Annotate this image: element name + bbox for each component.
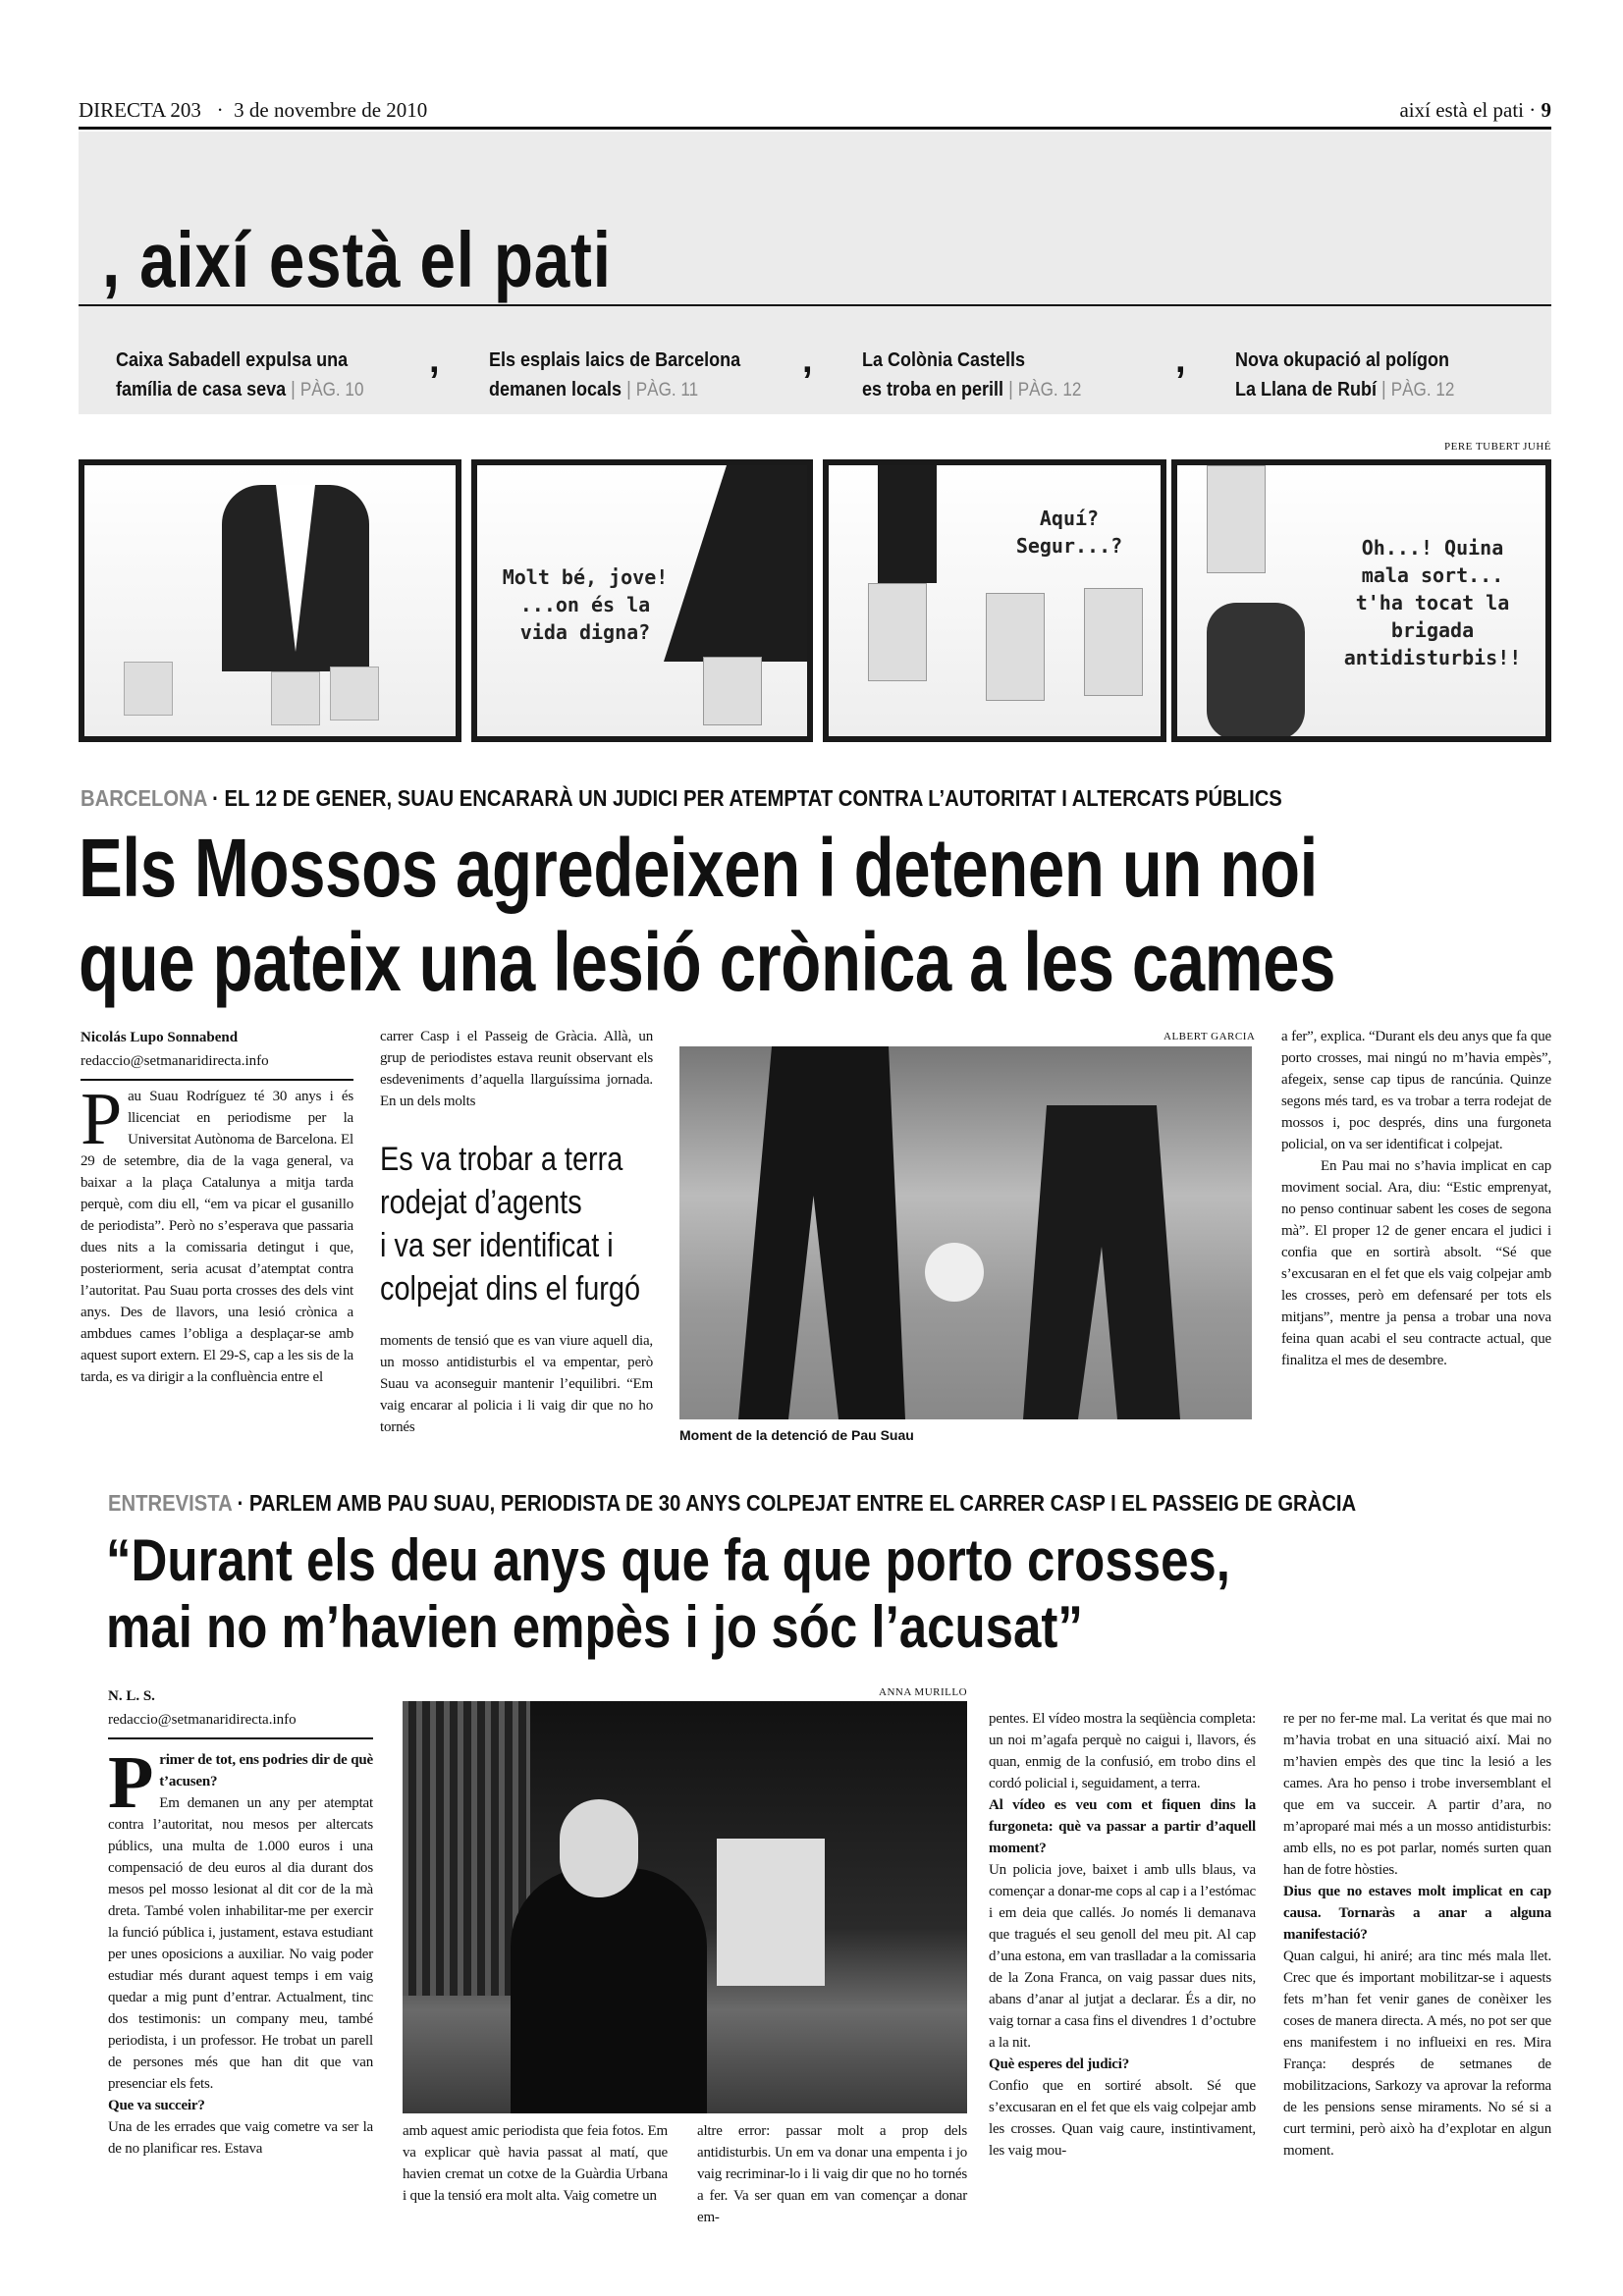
headline-line: que pateix una lesió crònica a les cames <box>79 916 1336 1008</box>
police-officer <box>1023 1105 1180 1419</box>
face <box>560 1799 638 1897</box>
teaser-page: PÀG. 12 <box>1017 380 1082 400</box>
teaser-3[interactable]: La Colònia Castells es troba en perill | PÀG. 12 <box>862 346 1127 405</box>
author-email[interactable]: redaccio@setmanaridirecta.info <box>81 1053 269 1069</box>
cup-icon <box>1207 465 1266 573</box>
divider <box>79 304 1551 306</box>
photo-caption: Moment de la detenció de Pau Suau <box>679 1427 914 1443</box>
cup-icon <box>986 593 1045 701</box>
teaser-line: es troba en perill <box>862 379 1004 400</box>
teaser-line: família de casa seva <box>116 379 287 400</box>
page-header <box>79 98 1551 130</box>
article-kicker: BARCELONA · EL 12 DE GENER, SUAU ENCARARÀ UN JUDICI PER ATEMPTAT CONTRA L’AUTORITAT I ALTERCATS PÚBLICS <box>81 785 1282 811</box>
comic-credit: PERE TUBERT JUHÉ <box>1444 441 1551 453</box>
teaser-line: La Colònia Castells <box>862 349 1026 371</box>
article-column: altre error: passar molt a prop dels antidisturbis. Un em va donar una empenta i jo vaig recriminar-lo i li vaig dir que no ho tornés a fer. Va ser quan em van començar a donar em- <box>697 2123 967 2225</box>
section-title: , així està el pati <box>102 216 612 303</box>
riot-police-figure <box>1207 603 1305 740</box>
author-email[interactable]: redaccio@setmanaridirecta.info <box>108 1712 297 1728</box>
article-kicker: ENTREVISTA · PARLEM AMB PAU SUAU, PERIODISTA DE 30 ANYS COLPEJAT ENTRE EL CARRER CASP I EL PASSEIG DE GRÀCIA <box>108 1490 1357 1516</box>
teaser-line: Caixa Sabadell expulsa una <box>116 349 349 371</box>
cup-icon <box>330 667 379 721</box>
article-column: amb aquest amic periodista que feia fotos. Em va explicar què havia passat al matí, que havien cremat un cotxe de la Guàrdia Urbana i que la tensió era molt alta. Vaig cometre un <box>403 2123 668 2204</box>
cup-icon <box>271 671 320 725</box>
arrest-photo <box>679 1046 1252 1419</box>
interviewee <box>511 1868 707 2113</box>
cup-icon <box>124 662 173 716</box>
comma-separator: , <box>429 340 440 381</box>
speech-bubble: Aquí? Segur...? <box>1015 507 1123 558</box>
police-officer <box>738 1046 905 1419</box>
section-page: així està el pati · 9 <box>1399 98 1551 122</box>
detainee <box>925 1243 984 1302</box>
hand-icon <box>878 465 937 583</box>
comma-separator: , <box>802 340 813 381</box>
article-column: moments de tensió que es van viure aquell dia, un mosso antidisturbis el va empentar, però Suau va aconseguir mantenir l’equilibri. “Em vaig encarar al policia i li vaig dir que no ho tornés <box>380 1333 653 1435</box>
photo-credit: ALBERT GARCIA <box>1163 1031 1256 1042</box>
building <box>717 1839 825 1986</box>
cup-icon <box>868 583 927 681</box>
teaser-page: PÀG. 12 <box>1390 380 1455 400</box>
cup-icon <box>703 657 762 725</box>
teaser-page: PÀG. 10 <box>299 380 364 400</box>
photo-credit: ANNA MURILLO <box>879 1686 968 1698</box>
cup-icon <box>1084 588 1143 696</box>
article-column: Pau Suau Rodríguez té 30 anys i és llicenciat en periodisme per la Universitat Autònoma de Barcelona. El 29 de setembre, dia de la vaga general, va baixar a la plaça Catalunya a mitja tarda perquè, com diu ell, “em va picar el gusanillo de periodista”. Però no s’esperava que passaria dues nits a la comissaria detingut i que, posteriorment, seria acusat d’atemptat contra l’autoritat. Pau Suau porta crosses des dels vint anys. Des de llavors, una lesió crònica a ambdues cames l’obliga a desplaçar-se amb aquest suport extern. El 29-S, cap a les sis de la tarda, es va dirigir a la confluència entre el <box>81 1078 353 1385</box>
teaser-1[interactable]: Caixa Sabadell expulsa una família de casa seva | PÀG. 10 <box>116 346 381 405</box>
pull-quote: Es va trobar a terra rodejat d’agents i va ser identificat i colpejat dins el furgó <box>380 1141 641 1308</box>
teaser-page: PÀG. 11 <box>635 380 699 400</box>
teaser-line: Els esplais laics de Barcelona <box>489 349 741 371</box>
comic-panel-1 <box>79 459 461 742</box>
drop-cap: P <box>108 1741 154 1824</box>
byline: Nicolás Lupo Sonnabend redaccio@setmanaridirecta.info <box>81 1026 353 1081</box>
article-column: a fer”, explica. “Durant els deu anys que fa que porto crosses, mai ningú no m’havia empès”, afegeix, sense cap tipus de rancúnia. Quinze segons més tard, es va trobar a terra rodejat de mossos i, poc després, dins una furgoneta policial, on va ser identificat i colpejat. En Pau mai no s’havia implicat en cap moviment social. Ara, diu: “Estic emprenyat, no penso continuar sabent les coses de segona mà”. El proper 12 de gener encara el judici i confia que en sortirà absolt. “Sé que s’excusaran en el fet que els vaig colpejar amb les crosses, però em defensaré per tots els mitjans”, mentre ja pensa a trobar una nova feina quan acabi el seu contracte actual, que finalitza el mes de desembre. <box>1281 1029 1551 1368</box>
article-column: pentes. El vídeo mostra la seqüència completa: un noi m’agafa perquè no caigui i, llavors, és quan, enmig de la confusió, em trobo dins el cordó policial i, seguidament, a terra. Al vídeo es veu com et fiquen dins la furgoneta: què va passar a partir d’aquell moment? Un policia jove, baixet i amb ulls blaus, va començar a donar-me cops al cap i a l’estómac i em deia que callés. Jo només li demanava que tragués el seu genoll del meu pit. Al cap d’una estona, em van traslladar a la comissaria de la Zona Franca, on vaig passar dues nits, abans d’anar al jutjat a declarar. És a dir, no vaig tornar a casa fins el divendres 1 d’octubre a la nit. Què esperes del judici? Confio que en sortiré absolt. Sé que s’excusaran en el fet que els vaig colpejar amb les crosses. Quan vaig caure, instintivament, les vaig mou- <box>989 1711 1256 2159</box>
comic-panel-2 <box>471 459 813 742</box>
teaser-2[interactable]: Els esplais laics de Barcelona demanen locals | PÀG. 11 <box>489 346 754 405</box>
teaser-line: La Llana de Rubí <box>1235 379 1378 400</box>
article-column-2 <box>380 1026 653 1438</box>
drop-cap: P <box>81 1078 123 1160</box>
comic-panel-4 <box>1171 459 1551 742</box>
issue-date: DIRECTA 203 · 3 de novembre de 2010 <box>79 98 428 122</box>
teaser-line: Nova okupació al polígon <box>1235 349 1450 371</box>
byline: N. L. S. redaccio@setmanaridirecta.info <box>108 1684 373 1739</box>
portrait-photo <box>403 1701 967 2113</box>
teaser-line: demanen locals <box>489 379 622 400</box>
headline-line: Els Mossos agredeixen i detenen un noi <box>79 822 1318 914</box>
teaser-4[interactable]: Nova okupació al polígon La Llana de Rubí | PÀG. 12 <box>1235 346 1500 405</box>
article-column: re per no fer-me mal. La veritat és que mai no m’havia trobat en una situació així. Mai no m’havien empès des que tinc la lesió a les cames. Ara ho penso i trobe inversemblant el que em va succeir. A partir d’ara, no m’aproparé mai més a un mosso antidisturbis: amb ells, no es pot parlar, només surten quan han de fotre hòsties. Dius que no estaves molt implicat en cap causa. Tornaràs a anar a alguna manifestació? Quan calgui, hi aniré; ara tinc més mala llet. Crec que és important mobilitzar-se i aquests fets m’han fet venir ganes de conèixer les coses de manera directa. A més, no pot ser que ens manifestem i no influeixi en res. Mira França: després de setmanes de mobilitzacions, Sarkozy va aprovar la reforma de les pensions sense miraments. No sé si a curt termini, però això ha d’explotar en algun moment. <box>1283 1711 1551 2159</box>
headline-line: “Durant els deu anys que fa que porto crosses, <box>106 1527 1230 1593</box>
article-column: P rimer de tot, ens podries dir de què t’acusen? Em demanen un any per atemptat contra l’autoritat, nou mesos per altercats públics, una multa de 1.000 euros i una compensació de deu euros al dia durant dos mesos pel mosso lesionat al dit cor de la mà dreta. També volen inhabilitar-me per exercir la funció pública i, justament, estava estudiant per unes oposicions a auxiliar. No vaig poder estudiar més durant aquest temps i em vaig quedar a mig punt d’entrar. Actualment, tinc dos testimonis: un company meu, també periodista, i un professor. He trobat un parell de persones més que han dit que van presenciar els fets. Que va succeir? Una de les errades que vaig cometre va ser la de no planificar res. Estava <box>108 1741 373 2157</box>
comma-separator: , <box>1175 340 1186 381</box>
comic-panel-3 <box>823 459 1166 742</box>
article-column: carrer Casp i el Passeig de Gràcia. Allà, un grup de periodistes estava reunit observant els esdeveniments d’aquella llarguíssima jornada. En un dels molts <box>380 1029 653 1109</box>
speech-bubble: Oh...! Quina mala sort... t'ha tocat la brigada antidisturbis!! <box>1343 536 1522 669</box>
speech-bubble: Molt bé, jove! ...on és la vida digna? <box>502 565 669 644</box>
headline-line: mai no m’havien empès i jo sóc l’acusat” <box>106 1594 1083 1660</box>
